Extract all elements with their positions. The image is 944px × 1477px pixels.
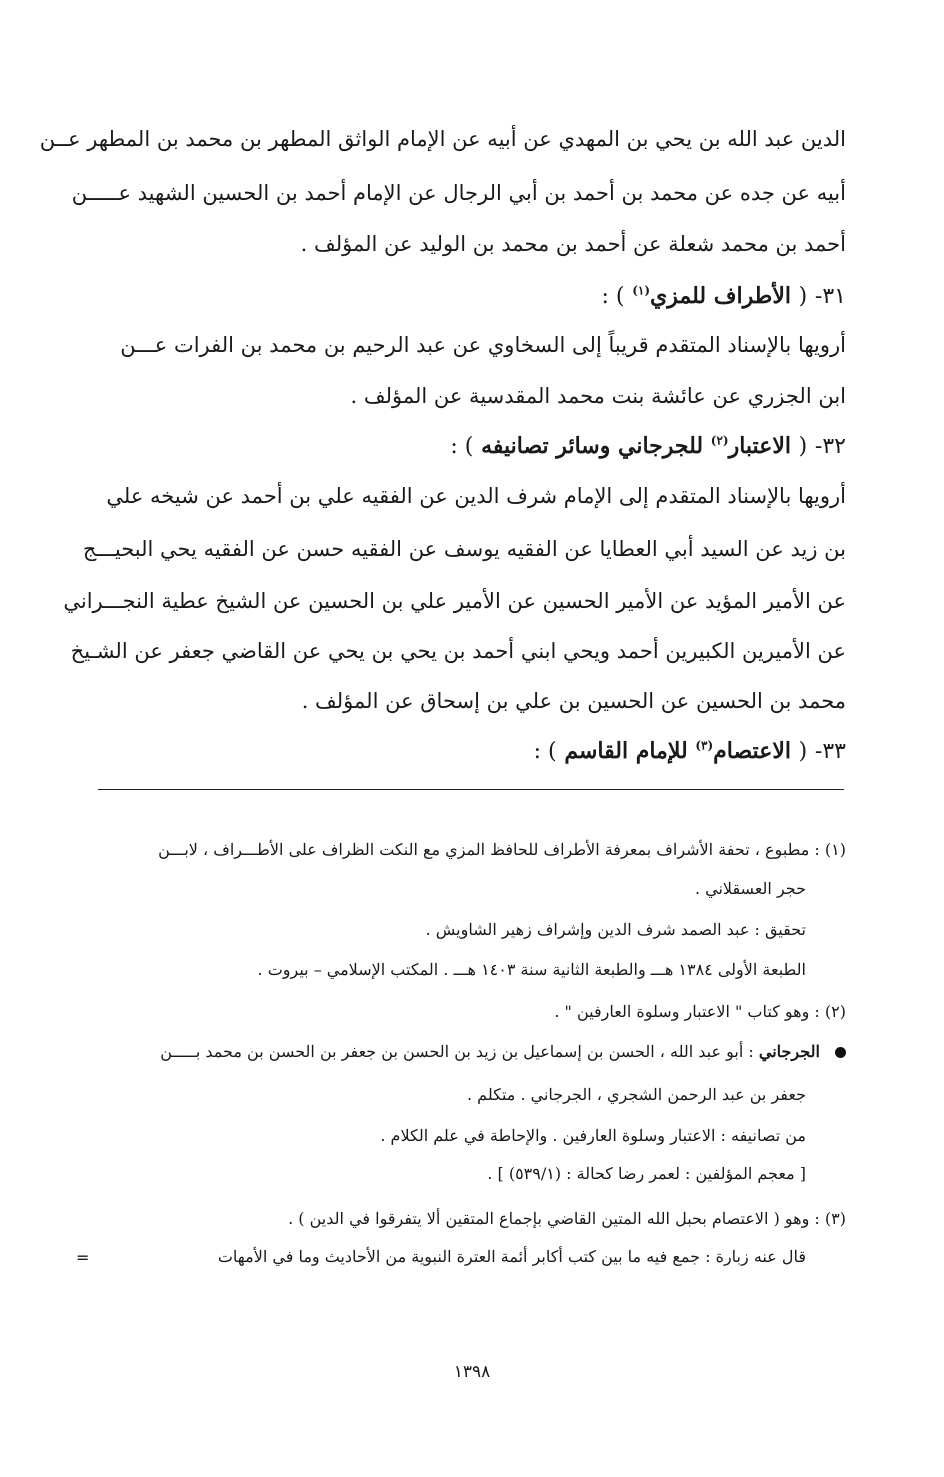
section-number: ٣٣- bbox=[814, 739, 846, 764]
section-number: ٣١- bbox=[814, 284, 846, 309]
footnote-separator bbox=[98, 789, 844, 790]
open-paren: ( bbox=[798, 434, 808, 459]
section-title: الأطراف للمزي bbox=[650, 283, 791, 309]
section-title: الاعتبار bbox=[728, 433, 791, 459]
page-number: ١٣٩٨ bbox=[453, 1362, 491, 1382]
footnote-marker: (٢) bbox=[824, 1002, 846, 1021]
body-line: بن زيد عن السيد أبي العطايا عن الفقيه يوسف عن الفقيه حسن عن الفقيه يحي البحيـــج bbox=[82, 537, 846, 561]
body-line: أبيه عن جده عن محمد بن أحمد بن أبي الرجال عن الإمام أحمد بن الحسين الشهيد عـــــن bbox=[71, 181, 846, 205]
section-title: الاعتصام bbox=[713, 738, 791, 764]
biography-text: : أبو عبد الله ، الحسن بن إسماعيل بن زيد بن الحسن بن جعفر بن الحسن بن محمد بـــــن bbox=[160, 1042, 754, 1061]
close-paren: ) : bbox=[450, 434, 474, 459]
body-line: عن الأمير المؤيد عن الأمير الحسين عن الأمير علي بن الحسين عن الشيخ عطية النجـــراني bbox=[63, 589, 846, 613]
open-paren: ( bbox=[798, 739, 808, 764]
footnote-line: [ معجم المؤلفين : لعمر رضا كحالة : (٥٣٩/١) ] . bbox=[487, 1164, 806, 1183]
footnote-3 bbox=[288, 1207, 846, 1231]
bullet-icon bbox=[835, 1047, 846, 1058]
footnote-ref: (١) bbox=[632, 283, 651, 298]
body-line: الدين عبد الله بن يحي بن المهدي عن أبيه عن الإمام الواثق المطهر بن محمد بن المطهر عــن bbox=[39, 127, 846, 151]
body-line: أحمد بن محمد شعلة عن أحمد بن محمد بن الوليد عن المؤلف . bbox=[300, 232, 846, 256]
footnote-line: قال عنه زبارة : جمع فيه ما بين كتب أكابر أئمة العترة النبوية من الأحاديث وما في الأمهات bbox=[217, 1247, 806, 1266]
open-paren: ( bbox=[798, 284, 808, 309]
body-line: أرويها بالإسناد المتقدم قريباً إلى السخاوي عن عبد الرحيم بن محمد بن الفرات عـــن bbox=[120, 333, 846, 357]
section-heading bbox=[534, 735, 846, 768]
section-heading bbox=[450, 430, 846, 463]
footnote-line: من تصانيفه : الاعتبار وسلوة العارفين . والإحاطة في علم الكلام . bbox=[380, 1126, 806, 1145]
footnote-line: جعفر بن عبد الرحمن الشجري ، الجرجاني . متكلم . bbox=[467, 1085, 806, 1104]
footnote-text: : وهو كتاب " الاعتبار وسلوة العارفين " . bbox=[554, 1002, 820, 1021]
body-line: أرويها بالإسناد المتقدم إلى الإمام شرف الدين عن الفقيه علي بن أحمد عن شيخه علي bbox=[106, 484, 846, 508]
footnote-marker: (٣) bbox=[824, 1209, 846, 1228]
body-line: محمد بن الحسين عن الحسين بن علي بن إسحاق عن المؤلف . bbox=[301, 689, 846, 713]
footnote-text: : مطبوع ، تحفة الأشراف بمعرفة الأطراف للحافظ المزي مع النكت الظراف على الأطـــراف ، لابـــن bbox=[158, 840, 820, 859]
footnote-marker: (١) bbox=[824, 840, 846, 859]
section-title-rest: للجرجاني وسائر تصانيفه bbox=[481, 433, 704, 459]
body-line: عن الأميرين الكبيرين أحمد ويحي ابني أحمد بن يحي بن يحي عن القاضي جعفر عن الشـيخ bbox=[70, 639, 846, 663]
footnote-ref: (٢) bbox=[710, 433, 729, 448]
footnote-line: تحقيق : عبد الصمد شرف الدين وإشراف زهير الشاويش . bbox=[425, 920, 806, 939]
footnote-line: حجر العسقلاني . bbox=[694, 879, 806, 898]
close-paren: ) : bbox=[533, 739, 557, 764]
footnote-line: الطبعة الأولى ١٣٨٤ هـــ والطبعة الثانية سنة ١٤٠٣ هـــ . المكتب الإسلامي – بيروت . bbox=[257, 960, 806, 979]
section-number: ٣٢- bbox=[814, 434, 846, 459]
biography-name: الجرجاني bbox=[758, 1042, 820, 1061]
body-line: ابن الجزري عن عائشة بنت محمد المقدسية عن المؤلف . bbox=[350, 384, 846, 408]
biography-entry bbox=[160, 1040, 846, 1064]
footnote-ref: (٣) bbox=[695, 738, 714, 753]
footnote-1 bbox=[158, 838, 846, 862]
section-heading bbox=[602, 280, 846, 313]
continued-mark: = bbox=[76, 1248, 90, 1267]
section-title-rest: للإمام القاسم bbox=[564, 738, 688, 764]
footnote-2 bbox=[554, 1000, 846, 1024]
footnote-text: : وهو ( الاعتصام بحبل الله المتين القاضي بإجماع المتقين ألا يتفرقوا في الدين ) . bbox=[288, 1209, 820, 1228]
close-paren: ) : bbox=[601, 284, 625, 309]
